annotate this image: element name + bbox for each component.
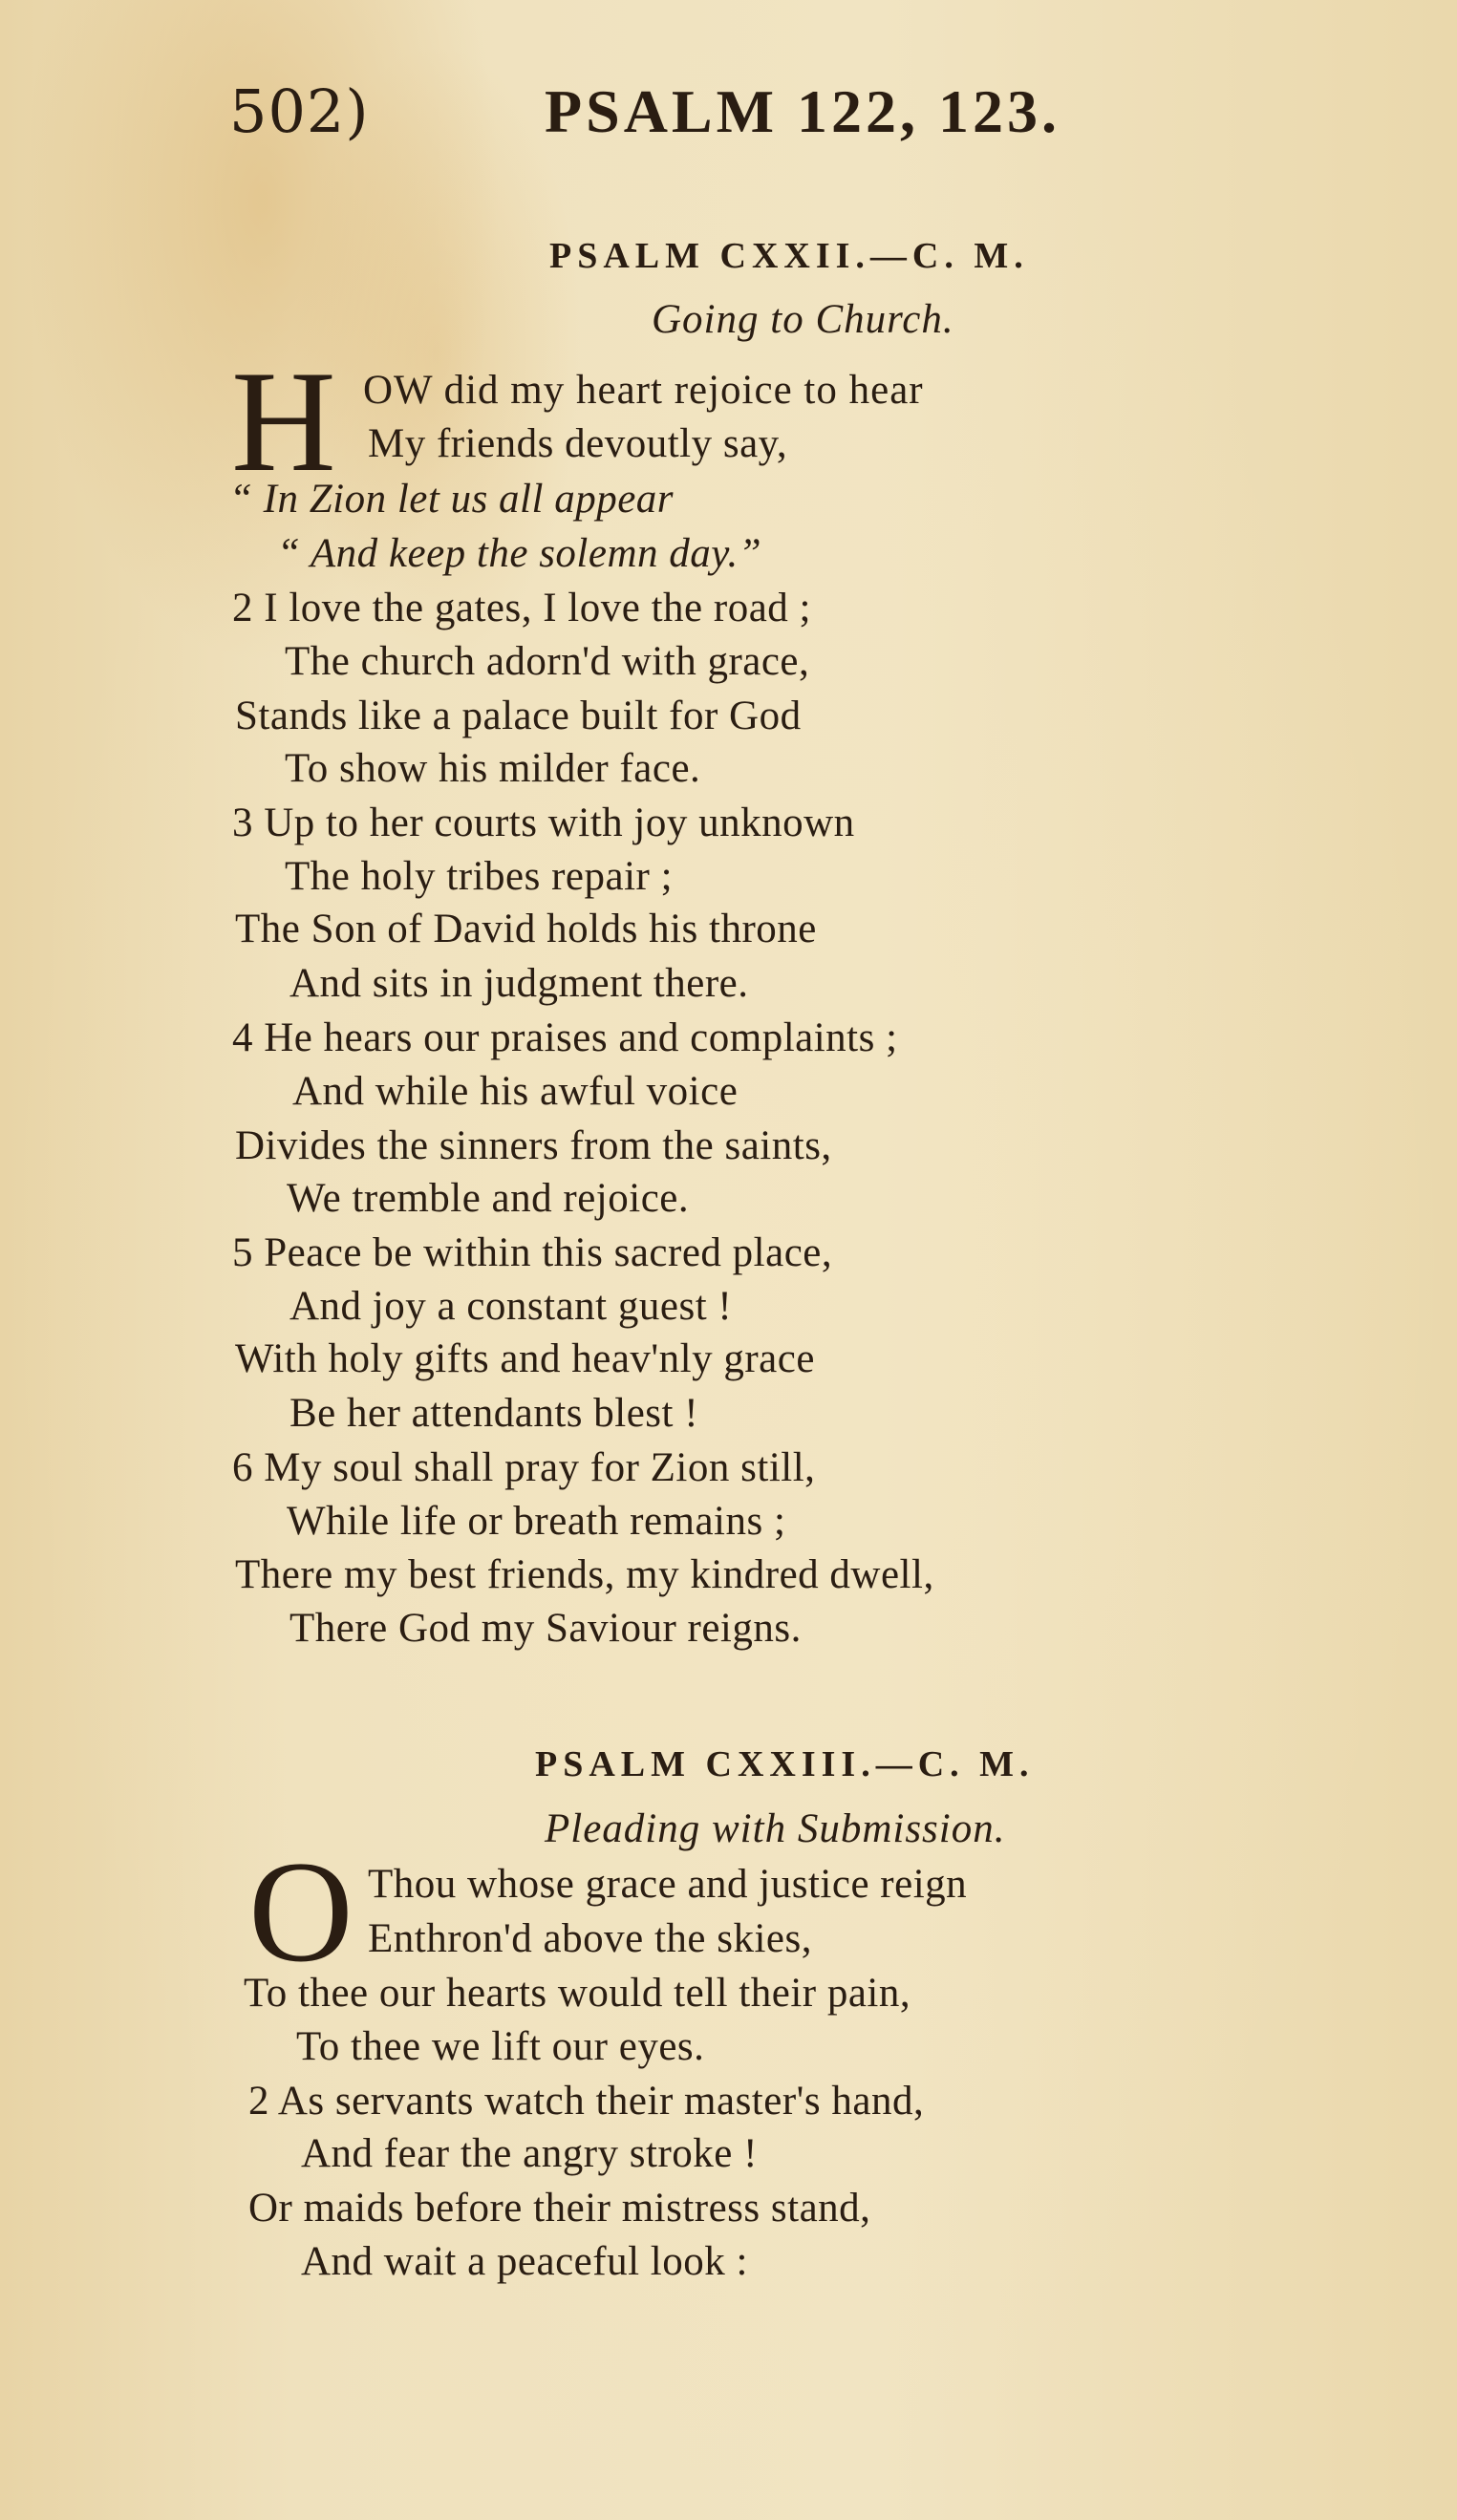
psalm-122-line-11: The Son of David holds his throne xyxy=(235,907,817,951)
psalm-123-line-7: Or maids before their mistress stand, xyxy=(248,2186,871,2231)
running-title: PSALM 122, 123. xyxy=(545,77,1061,145)
psalm-123-line-2: Enthron'd above the skies, xyxy=(368,1916,812,1961)
psalm-122-line-6: The church adorn'd with grace, xyxy=(285,639,810,684)
psalm-122-line-8: To show his milder face. xyxy=(285,746,701,791)
psalm-123-subtitle: Pleading with Submission. xyxy=(545,1806,1006,1851)
psalm-122-line-23: There my best friends, my kindred dwell, xyxy=(235,1552,934,1597)
psalm-122-line-20: Be her attendants blest ! xyxy=(289,1391,699,1436)
psalm-122-line-19: With holy gifts and heav'nly grace xyxy=(235,1336,815,1381)
psalm-122-line-12: And sits in judgment there. xyxy=(289,961,749,1006)
psalm-123-line-8: And wait a peaceful look : xyxy=(301,2239,748,2284)
psalm-122-line-1: OW did my heart rejoice to hear xyxy=(363,368,924,413)
psalm-122-line-3: “ In Zion let us all appear xyxy=(229,477,675,522)
psalm-122-line-7: Stands like a palace built for God xyxy=(235,694,802,738)
psalm-122-line-5: 2 I love the gates, I love the road ; xyxy=(232,586,811,630)
psalm-123-dropcap: O xyxy=(248,1831,354,1992)
psalm-122-line-13: 4 He hears our praises and complaints ; xyxy=(232,1015,898,1060)
psalm-122-line-15: Divides the sinners from the saints, xyxy=(235,1123,832,1168)
psalm-122-line-2: My friends devoutly say, xyxy=(368,421,788,466)
psalm-122-line-14: And while his awful voice xyxy=(292,1069,739,1114)
psalm-122-line-4: “ And keep the solemn day.” xyxy=(277,531,762,576)
psalm-123-line-6: And fear the angry stroke ! xyxy=(301,2131,758,2176)
psalm-123-line-1: Thou whose grace and justice reign xyxy=(368,1862,968,1907)
psalm-122-subtitle: Going to Church. xyxy=(652,297,954,342)
page-number: 502) xyxy=(229,76,370,146)
psalm-123-line-3: To thee our hearts would tell their pain, xyxy=(244,1971,911,2016)
psalm-122-line-10: The holy tribes repair ; xyxy=(285,854,674,899)
psalm-122-line-17: 5 Peace be within this sacred place, xyxy=(232,1230,833,1275)
psalm-122-line-18: And joy a constant guest ! xyxy=(289,1284,733,1329)
psalm-123-line-5: 2 As servants watch their master's hand, xyxy=(248,2079,925,2124)
psalm-122-line-22: While life or breath remains ; xyxy=(287,1499,786,1544)
psalm-122-line-24: There God my Saviour reigns. xyxy=(289,1606,802,1651)
page-header xyxy=(229,76,1185,162)
psalm-123-title: PSALM CXXIII.—C. M. xyxy=(535,1744,1035,1784)
psalm-122-line-9: 3 Up to her courts with joy unknown xyxy=(232,801,855,845)
psalm-122-dropcap: H xyxy=(231,341,336,502)
psalm-122-line-16: We tremble and rejoice. xyxy=(287,1176,690,1221)
psalm-123-line-4: To thee we lift our eyes. xyxy=(296,2024,705,2069)
psalm-122-title: PSALM CXXII.—C. M. xyxy=(549,236,1029,276)
psalm-122-line-21: 6 My soul shall pray for Zion still, xyxy=(232,1445,816,1490)
